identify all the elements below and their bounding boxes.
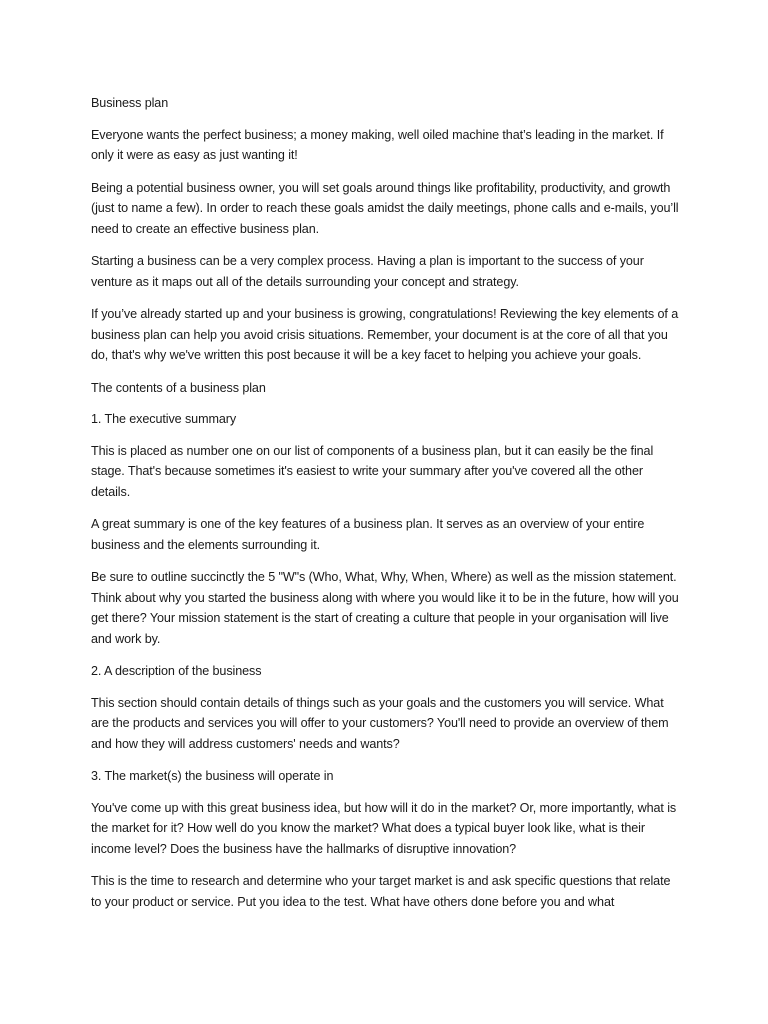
section-heading-contents: The contents of a business plan <box>91 380 266 395</box>
document-body <box>91 93 681 924</box>
paragraph-goals: Being a potential business owner, you will set goals around things like profitability, productivity, and growth (just to name a few). In order to reach these goals amidst the daily meetings, phone calls and e-mails, you’ll need to create an effective business plan. <box>91 180 679 236</box>
section-heading-description: 2. A description of the business <box>91 664 262 678</box>
paragraph-summary-placement: This is placed as number one on our list of components of a business plan, but it can easily be the final stage. That's because sometimes it's easiest to write your summary after you've covered all the other details. <box>91 443 654 499</box>
paragraph-growing: If you’ve already started up and your business is growing, congratulations! Reviewing the key elements of a business plan can help you avoid crisis situations. Remember, your document is at the core of all that you do, that's why we've written this post because it will be a key facet to helping you achieve your goals. <box>91 307 679 362</box>
document-title: Business plan <box>91 96 169 110</box>
paragraph-five-ws: Be sure to outline succinctly the 5 "W"s (Who, What, Why, When, Where) as well as the mission statement. Think about why you started the business along with where you would like it to be in the future, how will you get there? Your mission statement is the start of creating a culture that people in your organisation will live and work by. <box>91 570 679 646</box>
section-heading-markets: 3. The market(s) the business will operate in <box>91 769 334 783</box>
section-heading-executive-summary: 1. The executive summary <box>91 412 237 426</box>
paragraph-complex-process: Starting a business can be a very complex process. Having a plan is important to the success of your venture as it maps out all of the details surrounding your concept and strategy. <box>91 254 644 289</box>
paragraph-intro: Everyone wants the perfect business; a money making, well oiled machine that’s leading in the market. If only it were as easy as just wanting it! <box>91 127 664 162</box>
paragraph-market-research: This is the time to research and determine who your target market is and ask specific questions that relate to your product or service. Put you idea to the test. What have others done before you and what <box>91 874 671 909</box>
paragraph-summary-features: A great summary is one of the key features of a business plan. It serves as an overview of your entire business and the elements surrounding it. <box>91 517 645 552</box>
paragraph-market-questions: You've come up with this great business idea, but how will it do in the market? Or, more importantly, what is the market for it? How well do you know the market? What does a typical buyer look like, what is their income level? Does the business have the hallmarks of disruptive innovation? <box>91 800 677 856</box>
paragraph-description: This section should contain details of things such as your goals and the customers you will service. What are the products and services you will offer to your customers? You'll need to provide an overview of them and how they will address customers' needs and wants? <box>91 695 669 751</box>
